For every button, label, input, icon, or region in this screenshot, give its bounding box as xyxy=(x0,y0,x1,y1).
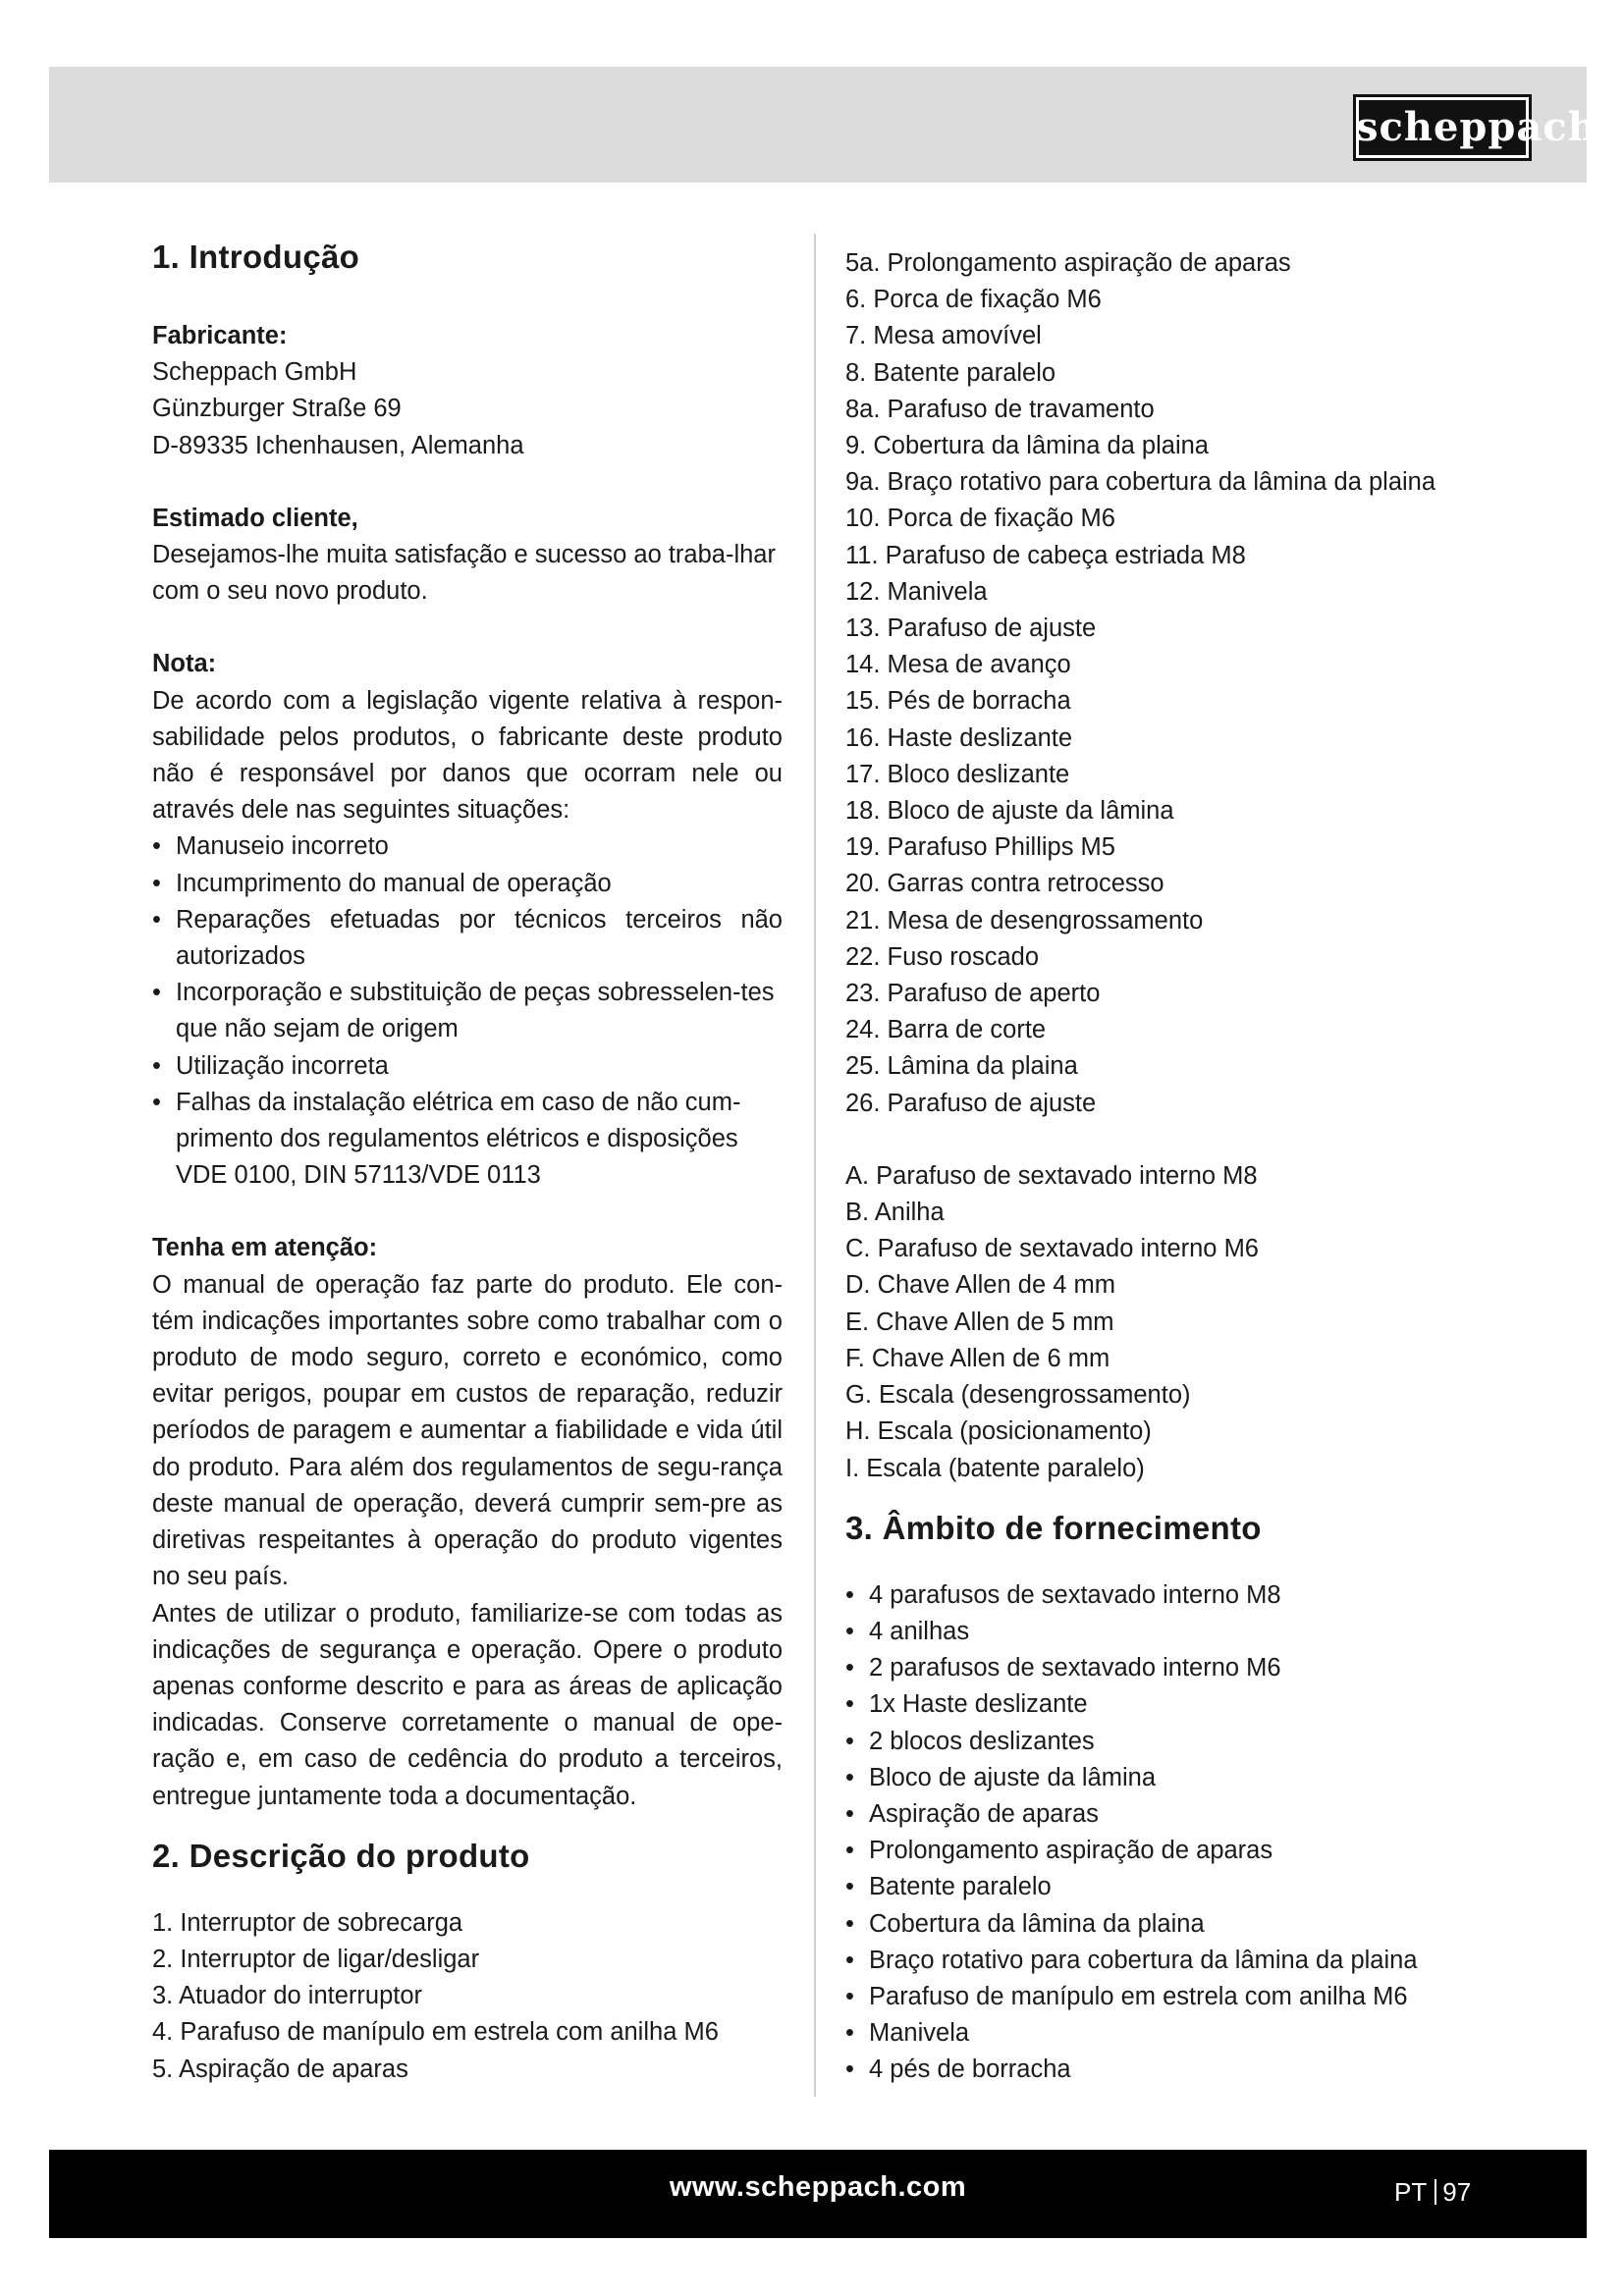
list-item: • 4 pés de borracha xyxy=(845,2052,1513,2088)
list-item: 5. Aspiração de aparas xyxy=(152,2055,408,2083)
note-text: De acordo com a legislação vigente relativa à respon-sabilidade pelos produtos, o fabricante deste produto não é responsável por danos que ocorram nele ou através dele nas seguintes situações: xyxy=(152,686,783,825)
list-item: • Incorporação e substituição de peças sobresselen-tes que não sejam de origem xyxy=(152,975,783,1047)
manufacturer-street: Günzburger Straße 69 xyxy=(152,395,402,423)
list-item: 16. Haste deslizante xyxy=(845,723,1073,752)
attention-text-1: O manual de operação faz parte do produto. Ele con-tém indicações importantes sobre como trabalhar com o produto de modo seguro, correto e económico, como evitar perigos, poupar em custos de reparação, reduzir períodos de paragem e aumentar a fiabilidade e vida útil do produto. Para além dos regulamentos de segu-rança deste manual de operação, deverá cumprir sem-pre as diretivas respeitantes à operação do produto vigentes no seu país. xyxy=(152,1270,783,1591)
dear-label: Estimado cliente, xyxy=(152,504,358,532)
attention-text-2: Antes de utilizar o produto, familiarize-se com todas as indicações de segurança e operação. Opere o produto apenas conforme descrito e para as áreas de aplicação indicadas. Conserve corretamente o manual de ope-ração e, em caso de cedência do produto a terceiros, entregue juntamente toda a documentação. xyxy=(152,1599,783,1810)
list-item: 24. Barra de corte xyxy=(845,1016,1047,1044)
list-item: 8a. Parafuso de travamento xyxy=(845,395,1155,423)
list-item: 9. Cobertura da lâmina da plaina xyxy=(845,432,1209,460)
list-item: 7. Mesa amovível xyxy=(845,322,1042,350)
footer-band xyxy=(49,2150,1587,2238)
list-item: F. Chave Allen de 6 mm xyxy=(845,1344,1110,1372)
list-item: 20. Garras contra retrocesso xyxy=(845,870,1164,898)
list-item: 8. Batente paralelo xyxy=(845,358,1056,387)
list-item: 9a. Braço rotativo para cobertura da lâmina da plaina xyxy=(845,468,1436,497)
manufacturer-label: Fabricante: xyxy=(152,322,288,349)
list-item: • Reparações efetuadas por técnicos terceiros não autorizados xyxy=(152,902,783,975)
dear-text: Desejamos-lhe muita satisfação e sucesso ao traba-lhar com o seu novo produto. xyxy=(152,541,776,606)
list-item: 4. Parafuso de manípulo em estrela com anilha M6 xyxy=(152,2018,719,2047)
list-item: 5a. Prolongamento aspiração de aparas xyxy=(845,249,1291,277)
list-item: • Utilização incorreta xyxy=(152,1048,783,1085)
list-item: 11. Parafuso de cabeça estriada M8 xyxy=(845,541,1246,569)
language-code: PT xyxy=(1394,2177,1428,2207)
list-item: 22. Fuso roscado xyxy=(845,942,1040,971)
footer-url[interactable]: www.scheppach.com xyxy=(669,2171,967,2203)
page-number xyxy=(1394,2150,1471,2234)
list-item: • 4 anilhas xyxy=(845,1614,1513,1650)
list-item: I. Escala (batente paralelo) xyxy=(845,1454,1145,1482)
list-item: • Batente paralelo xyxy=(845,1869,1513,1905)
list-item: 18. Bloco de ajuste da lâmina xyxy=(845,797,1174,826)
list-item: 10. Porca de fixação M6 xyxy=(845,505,1115,533)
note-label: Nota: xyxy=(152,650,217,678)
page-number-value: 97 xyxy=(1442,2177,1472,2207)
attention-label: Tenha em atenção: xyxy=(152,1234,378,1262)
list-item: A. Parafuso de sextavado interno M8 xyxy=(845,1161,1258,1190)
list-item: H. Escala (posicionamento) xyxy=(845,1417,1152,1446)
list-item: • Parafuso de manípulo em estrela com anilha M6 xyxy=(845,1979,1513,2015)
list-item: • Falhas da instalação elétrica em caso de não cum-primento dos regulamentos elétricos e disposições VDE 0100, DIN 57113/VDE 0113 xyxy=(152,1085,783,1195)
separator-bar xyxy=(1435,2179,1436,2205)
list-item: • Manuseio incorreto xyxy=(152,828,783,865)
list-item: • 1x Haste deslizante xyxy=(845,1686,1513,1723)
list-item: 19. Parafuso Phillips M5 xyxy=(845,833,1115,862)
scope-bullet-list xyxy=(845,1577,1513,2089)
list-item: • Incumprimento do manual de operação xyxy=(152,866,783,902)
list-item: 25. Lâmina da plaina xyxy=(845,1052,1078,1081)
note-bullet-list xyxy=(152,828,783,1194)
list-item: B. Anilha xyxy=(845,1199,945,1227)
list-item: E. Chave Allen de 5 mm xyxy=(845,1308,1114,1336)
description-title: 2. Descrição do produto xyxy=(152,1837,530,1874)
list-item: • Prolongamento aspiração de aparas xyxy=(845,1833,1513,1869)
list-item: 14. Mesa de avanço xyxy=(845,651,1071,679)
list-item: • Bloco de ajuste da lâmina xyxy=(845,1760,1513,1796)
manufacturer-city: D-89335 Ichenhausen, Alemanha xyxy=(152,431,524,459)
list-item: • Cobertura da lâmina da plaina xyxy=(845,1906,1513,1943)
left-column xyxy=(152,236,783,2088)
list-item: 6. Porca de fixação M6 xyxy=(845,286,1102,314)
description-list-continued xyxy=(845,245,1513,1122)
list-item: 23. Parafuso de aperto xyxy=(845,980,1101,1008)
list-item: • 4 parafusos de sextavado interno M8 xyxy=(845,1577,1513,1614)
list-item: 13. Parafuso de ajuste xyxy=(845,614,1097,643)
list-item: 1. Interruptor de sobrecarga xyxy=(152,1908,463,1937)
list-item: • Manivela xyxy=(845,2015,1513,2052)
intro-title: 1. Introdução xyxy=(152,239,360,275)
list-item: 17. Bloco deslizante xyxy=(845,760,1070,788)
list-item: 2. Interruptor de ligar/desligar xyxy=(152,1945,480,1973)
list-item: 12. Manivela xyxy=(845,577,988,606)
list-item: • Aspiração de aparas xyxy=(845,1796,1513,1833)
right-column xyxy=(845,245,1513,2089)
list-item: • Braço rotativo para cobertura da lâmina da plaina xyxy=(845,1943,1513,1979)
list-item: C. Parafuso de sextavado interno M6 xyxy=(845,1235,1259,1263)
list-item: • 2 parafusos de sextavado interno M6 xyxy=(845,1650,1513,1686)
description-list xyxy=(152,1905,783,2088)
list-item: G. Escala (desengrossamento) xyxy=(845,1381,1191,1410)
list-item: 26. Parafuso de ajuste xyxy=(845,1089,1097,1117)
column-divider xyxy=(814,234,816,2097)
list-item: • 2 blocos deslizantes xyxy=(845,1724,1513,1760)
accessory-list xyxy=(845,1158,1513,1487)
scheppach-logo: scheppach xyxy=(1353,94,1532,161)
list-item: D. Chave Allen de 4 mm xyxy=(845,1271,1115,1300)
manufacturer-name: Scheppach GmbH xyxy=(152,358,357,387)
list-item: 15. Pés de borracha xyxy=(845,687,1071,716)
scope-title: 3. Âmbito de fornecimento xyxy=(845,1509,1262,1546)
list-item: 3. Atuador do interruptor xyxy=(152,1982,423,2010)
list-item: 21. Mesa de desengrossamento xyxy=(845,906,1204,934)
